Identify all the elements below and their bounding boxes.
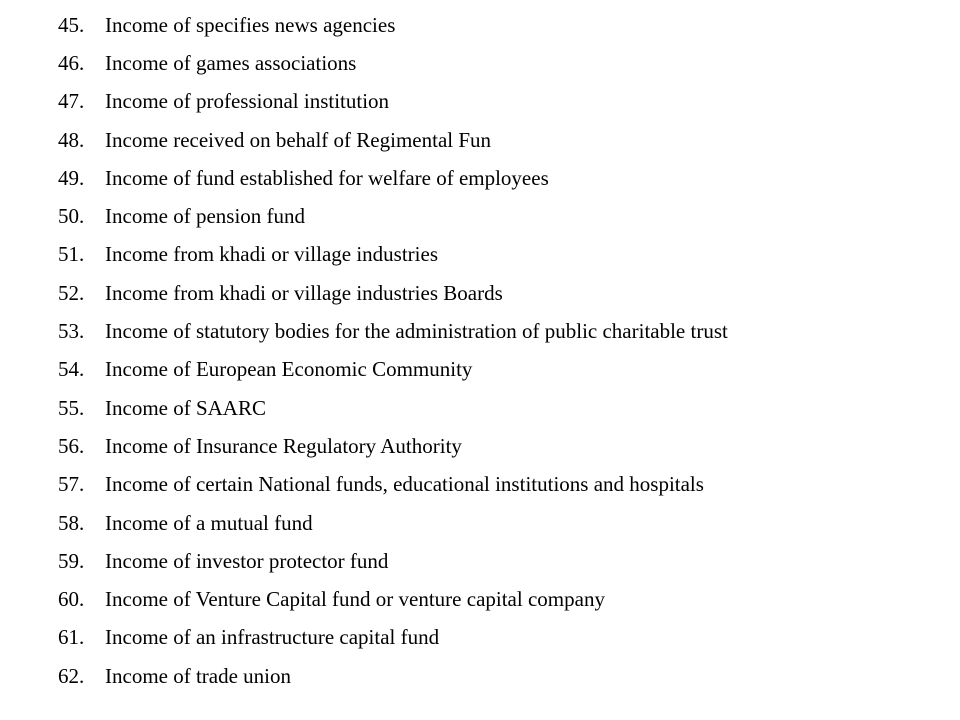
item-number: 59. xyxy=(58,548,85,573)
item-number: 48. xyxy=(58,127,85,152)
item-number: 49. xyxy=(58,165,85,190)
list-item xyxy=(58,542,728,580)
item-text: Income from khadi or village industries xyxy=(105,242,438,267)
list-item xyxy=(58,427,728,465)
item-number: 60. xyxy=(58,587,85,612)
item-number: 52. xyxy=(58,280,85,305)
item-number: 61. xyxy=(58,625,85,650)
list-item xyxy=(58,6,728,44)
list-item xyxy=(58,351,728,389)
item-number: 55. xyxy=(58,395,85,420)
list-item xyxy=(58,657,728,695)
list-item xyxy=(58,197,728,235)
list-item xyxy=(58,466,728,504)
list-item xyxy=(58,121,728,159)
item-text: Income from khadi or village industries Boards xyxy=(105,280,503,305)
item-number: 53. xyxy=(58,319,85,344)
list-item xyxy=(58,274,728,312)
item-number: 50. xyxy=(58,204,85,229)
item-text: Income of statutory bodies for the administration of public charitable trust xyxy=(105,319,728,344)
list-item xyxy=(58,159,728,197)
item-text: Income of fund established for welfare of employees xyxy=(105,165,549,190)
item-number: 58. xyxy=(58,510,85,535)
item-number: 62. xyxy=(58,663,85,688)
item-text: Income of SAARC xyxy=(105,395,266,420)
list-item xyxy=(58,580,728,618)
item-text: Income of an infrastructure capital fund xyxy=(105,625,440,650)
item-text: Income of trade union xyxy=(105,663,292,688)
income-list xyxy=(58,6,728,695)
item-text: Income of Venture Capital fund or venture capital company xyxy=(105,587,605,612)
item-number: 47. xyxy=(58,89,85,114)
list-item xyxy=(58,619,728,657)
list-item xyxy=(58,83,728,121)
item-number: 51. xyxy=(58,242,85,267)
list-item xyxy=(58,312,728,350)
item-text: Income received on behalf of Regimental Fun xyxy=(105,127,492,152)
item-number: 57. xyxy=(58,472,85,497)
item-number: 46. xyxy=(58,50,85,75)
list-item xyxy=(58,504,728,542)
list-item xyxy=(58,236,728,274)
item-text: Income of certain National funds, educational institutions and hospitals xyxy=(105,472,704,497)
item-text: Income of investor protector fund xyxy=(105,548,389,573)
item-text: Income of games associations xyxy=(105,50,357,75)
item-number: 45. xyxy=(58,12,85,37)
item-text: Income of specifies news agencies xyxy=(105,12,396,37)
item-number: 54. xyxy=(58,357,85,382)
list-item xyxy=(58,44,728,82)
item-text: Income of European Economic Community xyxy=(105,357,473,382)
item-number: 56. xyxy=(58,433,85,458)
item-text: Income of professional institution xyxy=(105,89,390,114)
item-text: Income of a mutual fund xyxy=(105,510,313,535)
list-item xyxy=(58,389,728,427)
item-text: Income of Insurance Regulatory Authority xyxy=(105,433,462,458)
item-text: Income of pension fund xyxy=(105,204,306,229)
